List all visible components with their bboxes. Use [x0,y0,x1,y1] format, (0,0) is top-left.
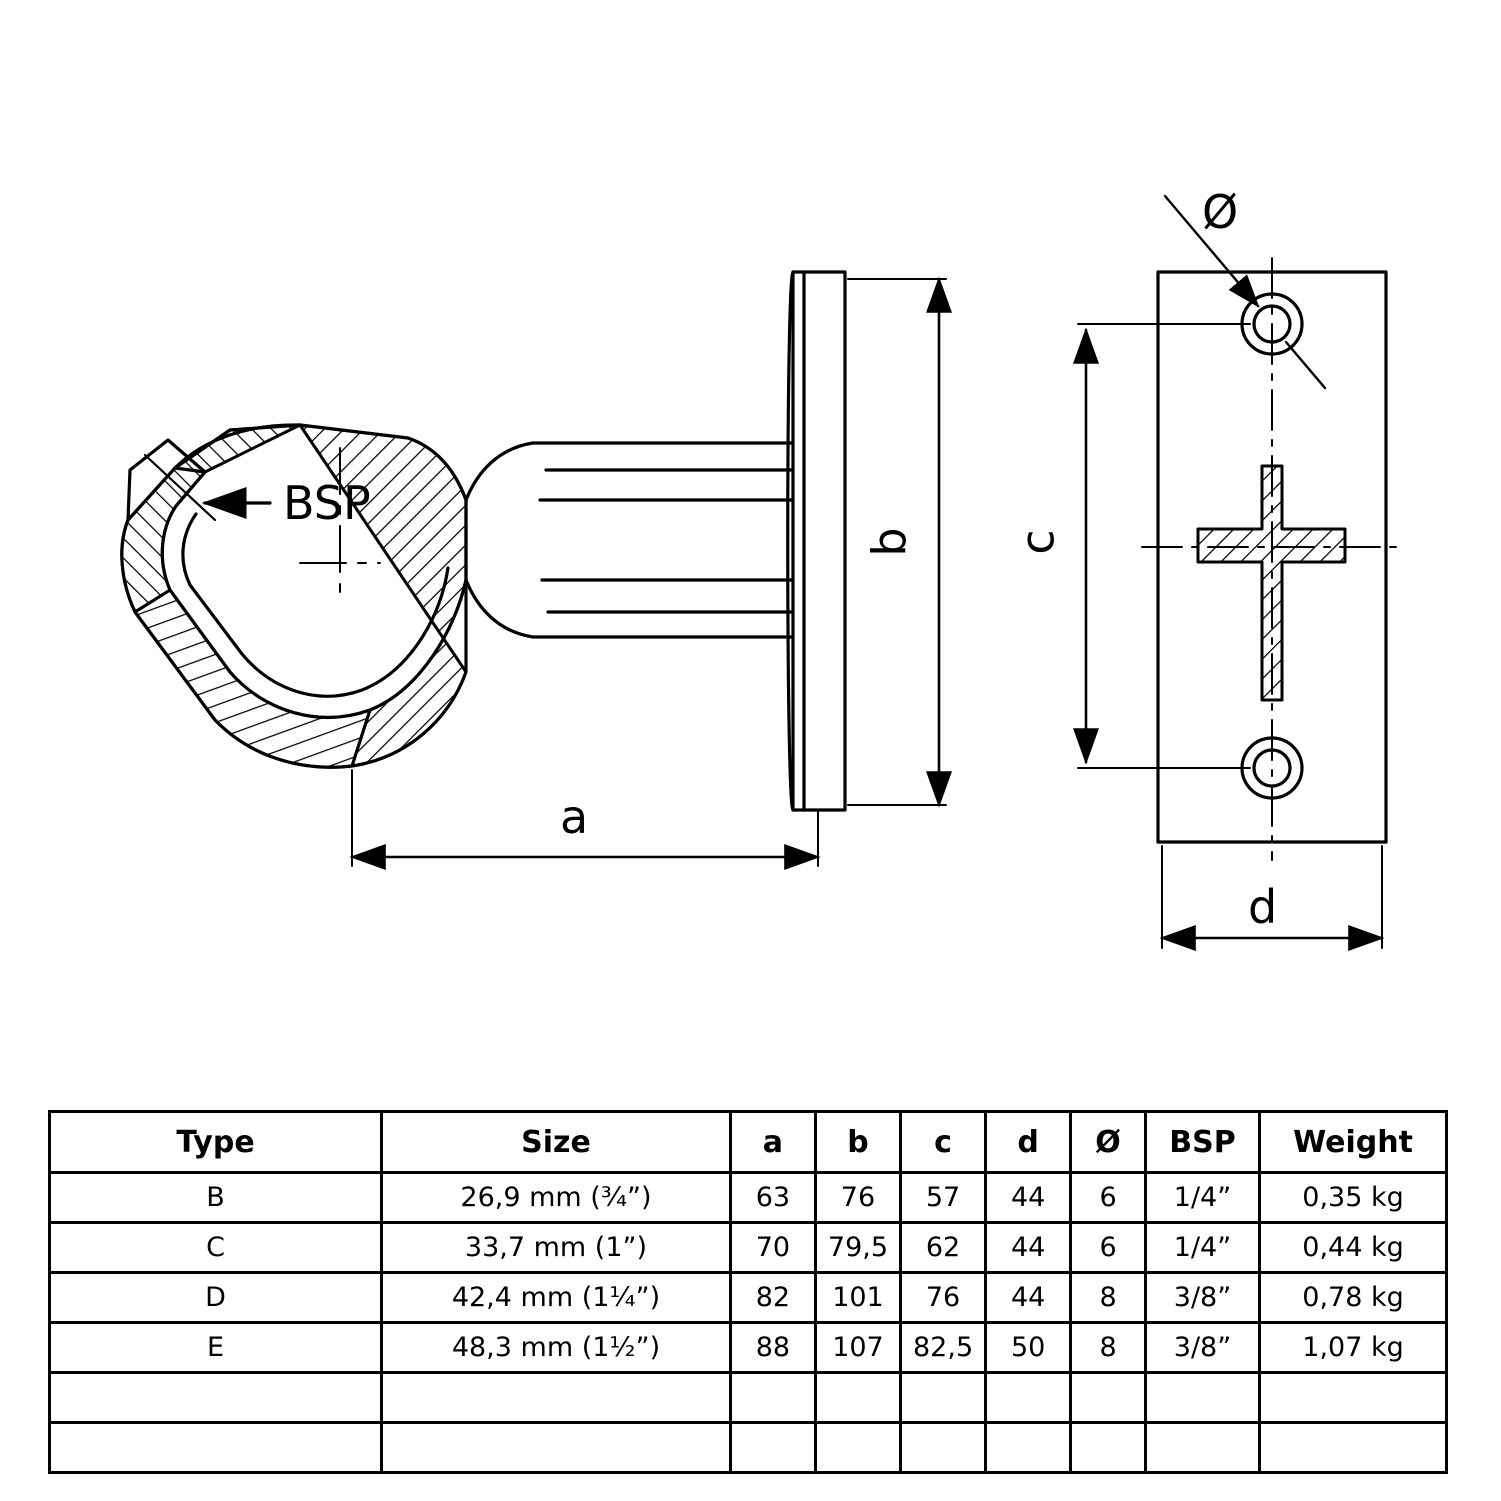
header-c: c [901,1112,986,1173]
dimension-c-label: c [1010,529,1065,555]
cell-d: 44 [986,1223,1071,1273]
cell-c: 62 [901,1223,986,1273]
cell-a: 70 [730,1223,815,1273]
header-bsp: BSP [1145,1112,1259,1173]
spec-table-wrap [48,1110,1448,1474]
cell-weight: 1,07 kg [1260,1323,1447,1373]
header-d: d [986,1112,1071,1173]
cell-diameter: 6 [1071,1223,1146,1273]
dimension-b-label: b [862,527,917,557]
header-diameter: Ø [1071,1112,1146,1173]
cell-c: 82,5 [901,1323,986,1373]
cell-a: 82 [730,1273,815,1323]
header-weight: Weight [1260,1112,1447,1173]
cell-diameter: 8 [1071,1273,1146,1323]
cell-bsp: 1/4” [1145,1223,1259,1273]
dimension-d-label: d [1248,880,1278,934]
header-type: Type [50,1112,382,1173]
cell-size: 48,3 mm (1½”) [382,1323,731,1373]
bsp-label: BSP [283,476,371,530]
header-b: b [815,1112,900,1173]
table-row [50,1323,1447,1373]
cell-a: 63 [730,1173,815,1223]
diameter-label: Ø [1202,185,1239,239]
cell-c: 76 [901,1273,986,1323]
front-view [1078,196,1400,948]
cell-b: 79,5 [815,1223,900,1273]
cell-weight: 0,44 kg [1260,1223,1447,1273]
cell-weight: 0,35 kg [1260,1173,1447,1223]
cell-b: 76 [815,1173,900,1223]
table-row [50,1273,1447,1323]
table-header-row [50,1112,1447,1173]
table-row-empty [50,1423,1447,1473]
cell-d: 44 [986,1173,1071,1223]
cell-c: 57 [901,1173,986,1223]
cell-type: E [50,1323,382,1373]
header-size: Size [382,1112,731,1173]
cell-b: 101 [815,1273,900,1323]
cell-diameter: 6 [1071,1173,1146,1223]
cell-bsp: 3/8” [1145,1323,1259,1373]
cell-type: D [50,1273,382,1323]
side-view [122,272,946,866]
cell-size: 42,4 mm (1¼”) [382,1273,731,1323]
cell-size: 26,9 mm (¾”) [382,1173,731,1223]
cell-size: 33,7 mm (1”) [382,1223,731,1273]
cell-d: 50 [986,1323,1071,1373]
cell-type: C [50,1223,382,1273]
cell-type: B [50,1173,382,1223]
cell-diameter: 8 [1071,1323,1146,1373]
cell-d: 44 [986,1273,1071,1323]
table-row [50,1173,1447,1223]
cell-b: 107 [815,1323,900,1373]
cell-a: 88 [730,1323,815,1373]
header-a: a [730,1112,815,1173]
cell-weight: 0,78 kg [1260,1273,1447,1323]
cell-bsp: 1/4” [1145,1173,1259,1223]
table-row-empty [50,1373,1447,1423]
dimension-a-label: a [560,790,589,844]
cell-bsp: 3/8” [1145,1273,1259,1323]
table-row [50,1223,1447,1273]
spec-table [48,1110,1448,1474]
